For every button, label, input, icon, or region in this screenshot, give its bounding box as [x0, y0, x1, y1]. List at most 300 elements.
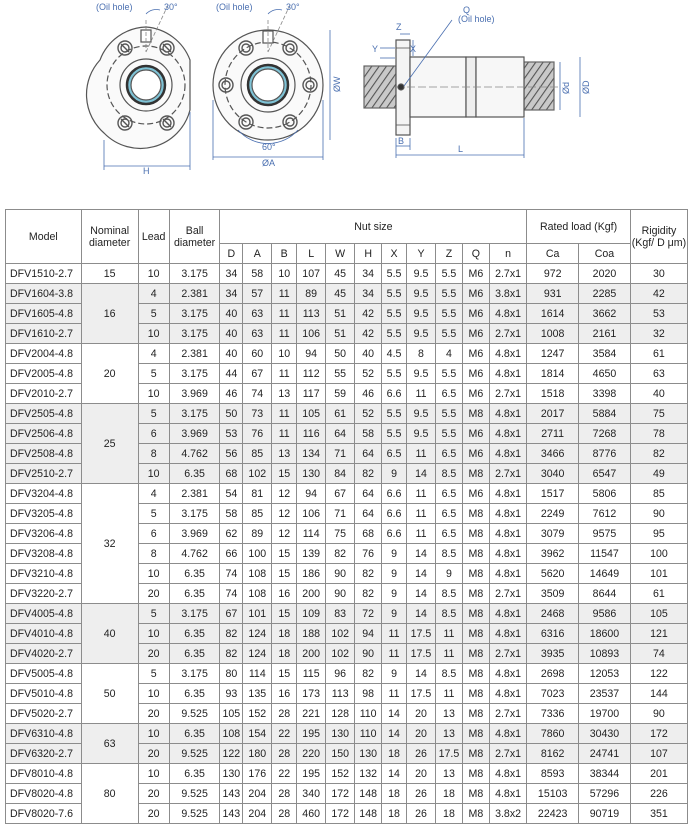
cell-z: 5.5 [435, 264, 462, 284]
cell-model: DFV6320-2.7 [6, 744, 82, 764]
cell-z: 5.5 [435, 324, 462, 344]
cell-x: 9 [382, 604, 407, 624]
cell-d: 74 [220, 584, 243, 604]
cell-a: 67 [243, 364, 272, 384]
cell-d: 40 [220, 344, 243, 364]
cell-w: 45 [326, 264, 355, 284]
cell-d: 66 [220, 544, 243, 564]
cell-h: 72 [355, 604, 382, 624]
cell-q: M8 [462, 784, 489, 804]
cell-nominal-diameter: 25 [81, 404, 138, 484]
cell-h: 64 [355, 444, 382, 464]
cell-w: 55 [326, 364, 355, 384]
cell-b: 15 [272, 664, 297, 684]
cell-coa: 3398 [579, 384, 631, 404]
cell-l: 220 [297, 744, 326, 764]
cell-coa: 11547 [579, 544, 631, 564]
cell-q: M8 [462, 584, 489, 604]
cell-z: 13 [435, 704, 462, 724]
cell-y: 14 [406, 564, 435, 584]
cell-q: M8 [462, 704, 489, 724]
cell-l: 221 [297, 704, 326, 724]
cell-n: 4.8x1 [489, 684, 526, 704]
cell-l: 105 [297, 404, 326, 424]
cell-b: 11 [272, 404, 297, 424]
cell-q: M8 [462, 564, 489, 584]
table-row [6, 484, 688, 504]
header-lead: Lead [138, 210, 169, 264]
cell-z: 11 [435, 644, 462, 664]
cell-nominal-diameter: 63 [81, 724, 138, 764]
cell-y: 14 [406, 584, 435, 604]
angle-30-label-1: 30° [164, 2, 178, 12]
cell-d: 105 [220, 704, 243, 724]
cell-x: 5.5 [382, 364, 407, 384]
cell-rigidity: 61 [630, 344, 687, 364]
cell-rigidity: 30 [630, 264, 687, 284]
cell-model: DFV3204-4.8 [6, 484, 82, 504]
cell-rigidity: 172 [630, 724, 687, 744]
cell-b: 15 [272, 604, 297, 624]
cell-d: 56 [220, 444, 243, 464]
cell-lead: 10 [138, 724, 169, 744]
cell-ca: 15103 [527, 784, 579, 804]
cell-z: 6.5 [435, 444, 462, 464]
cell-coa: 30430 [579, 724, 631, 744]
cell-model: DFV2005-4.8 [6, 364, 82, 384]
cell-rigidity: 61 [630, 584, 687, 604]
header-y: Y [406, 244, 435, 264]
cell-q: M8 [462, 744, 489, 764]
cell-l: 89 [297, 284, 326, 304]
cell-ball-diameter: 3.175 [169, 364, 220, 384]
cell-rigidity: 105 [630, 604, 687, 624]
cell-z: 11 [435, 624, 462, 644]
cell-z: 5.5 [435, 304, 462, 324]
cell-l: 106 [297, 504, 326, 524]
cell-n: 2.7x1 [489, 584, 526, 604]
cell-d: 34 [220, 284, 243, 304]
cell-model: DFV3210-4.8 [6, 564, 82, 584]
cell-q: M6 [462, 284, 489, 304]
cell-w: 90 [326, 584, 355, 604]
cell-a: 85 [243, 444, 272, 464]
cell-z: 8.5 [435, 604, 462, 624]
cell-x: 6.6 [382, 484, 407, 504]
cell-coa: 9575 [579, 524, 631, 544]
cell-ball-diameter: 9.525 [169, 784, 220, 804]
cell-h: 76 [355, 544, 382, 564]
dim-d-small-label: Ød [561, 81, 571, 94]
cell-ca: 3962 [527, 544, 579, 564]
cell-x: 11 [382, 684, 407, 704]
cell-a: 57 [243, 284, 272, 304]
cell-w: 130 [326, 724, 355, 744]
cell-y: 20 [406, 704, 435, 724]
cell-q: M8 [462, 524, 489, 544]
cell-w: 67 [326, 484, 355, 504]
cell-h: 40 [355, 344, 382, 364]
cell-n: 4.8x1 [489, 504, 526, 524]
cell-ca: 3509 [527, 584, 579, 604]
cell-lead: 10 [138, 384, 169, 404]
cell-ca: 1814 [527, 364, 579, 384]
cell-b: 15 [272, 464, 297, 484]
cell-x: 5.5 [382, 324, 407, 344]
cell-q: M8 [462, 804, 489, 824]
cell-h: 82 [355, 664, 382, 684]
cell-y: 8 [406, 344, 435, 364]
cell-y: 9.5 [406, 424, 435, 444]
cell-d: 58 [220, 504, 243, 524]
cell-rigidity: 85 [630, 484, 687, 504]
cell-ball-diameter: 6.35 [169, 584, 220, 604]
cell-ca: 5620 [527, 564, 579, 584]
dim-y-label: Y [372, 44, 379, 54]
cell-ball-diameter: 6.35 [169, 564, 220, 584]
cell-a: 101 [243, 604, 272, 624]
cell-h: 68 [355, 524, 382, 544]
cell-ball-diameter: 3.175 [169, 664, 220, 684]
cell-ca: 1517 [527, 484, 579, 504]
cell-lead: 5 [138, 664, 169, 684]
cell-d: 68 [220, 464, 243, 484]
cell-d: 50 [220, 404, 243, 424]
cell-x: 18 [382, 784, 407, 804]
cell-q: M8 [462, 464, 489, 484]
cell-n: 4.8x1 [489, 484, 526, 504]
cell-lead: 6 [138, 524, 169, 544]
cell-y: 17.5 [406, 684, 435, 704]
cell-n: 4.8x1 [489, 784, 526, 804]
cell-q: M8 [462, 684, 489, 704]
cell-ca: 1008 [527, 324, 579, 344]
dim-a-label: ØA [262, 158, 276, 168]
cell-b: 12 [272, 504, 297, 524]
cell-h: 110 [355, 704, 382, 724]
cell-ball-diameter: 3.969 [169, 384, 220, 404]
cell-model: DFV3208-4.8 [6, 544, 82, 564]
cell-l: 139 [297, 544, 326, 564]
cell-lead: 10 [138, 324, 169, 344]
cell-w: 82 [326, 544, 355, 564]
cell-lead: 10 [138, 464, 169, 484]
cell-h: 82 [355, 464, 382, 484]
table-row [6, 664, 688, 684]
cell-d: 93 [220, 684, 243, 704]
oil-hole-label-2: (Oil hole) [216, 2, 253, 12]
cell-h: 42 [355, 324, 382, 344]
cell-lead: 5 [138, 604, 169, 624]
cell-y: 20 [406, 724, 435, 744]
cell-ball-diameter: 6.35 [169, 684, 220, 704]
cell-w: 172 [326, 784, 355, 804]
cell-nominal-diameter: 16 [81, 284, 138, 344]
cell-y: 26 [406, 744, 435, 764]
cell-w: 50 [326, 344, 355, 364]
cell-a: 63 [243, 304, 272, 324]
cell-w: 61 [326, 404, 355, 424]
cell-y: 26 [406, 804, 435, 824]
header-coa: Coa [579, 244, 631, 264]
cell-ball-diameter: 4.762 [169, 544, 220, 564]
table-row [6, 284, 688, 304]
cell-lead: 20 [138, 804, 169, 824]
cell-d: 143 [220, 804, 243, 824]
cell-l: 94 [297, 344, 326, 364]
cell-h: 82 [355, 564, 382, 584]
cell-h: 52 [355, 404, 382, 424]
cell-h: 34 [355, 264, 382, 284]
cell-coa: 3584 [579, 344, 631, 364]
header-model: Model [6, 210, 82, 264]
cell-coa: 8644 [579, 584, 631, 604]
cell-coa: 2285 [579, 284, 631, 304]
cell-h: 64 [355, 504, 382, 524]
cell-ca: 8162 [527, 744, 579, 764]
cell-ball-diameter: 9.525 [169, 804, 220, 824]
cell-q: M6 [462, 384, 489, 404]
cell-coa: 2020 [579, 264, 631, 284]
cell-lead: 20 [138, 704, 169, 724]
cell-lead: 20 [138, 784, 169, 804]
cell-x: 9 [382, 564, 407, 584]
cell-h: 46 [355, 384, 382, 404]
cell-n: 2.7x1 [489, 384, 526, 404]
cell-b: 15 [272, 544, 297, 564]
cell-ball-diameter: 2.381 [169, 484, 220, 504]
cell-l: 109 [297, 604, 326, 624]
table-row [6, 764, 688, 784]
cell-rigidity: 144 [630, 684, 687, 704]
cell-coa: 3662 [579, 304, 631, 324]
angle-30-label-2: 30° [286, 2, 300, 12]
cell-l: 115 [297, 664, 326, 684]
cell-a: 58 [243, 264, 272, 284]
cell-b: 11 [272, 284, 297, 304]
cell-n: 4.8x1 [489, 444, 526, 464]
cell-z: 13 [435, 764, 462, 784]
cell-y: 11 [406, 484, 435, 504]
dim-x-label: X [410, 44, 417, 54]
cell-x: 5.5 [382, 304, 407, 324]
cell-n: 4.8x1 [489, 344, 526, 364]
cell-b: 28 [272, 744, 297, 764]
cell-d: 40 [220, 304, 243, 324]
cell-b: 10 [272, 264, 297, 284]
cell-model: DFV1510-2.7 [6, 264, 82, 284]
cell-lead: 4 [138, 284, 169, 304]
cell-d: 74 [220, 564, 243, 584]
cell-coa: 14649 [579, 564, 631, 584]
cell-ca: 7336 [527, 704, 579, 724]
cell-model: DFV1604-3.8 [6, 284, 82, 304]
cell-w: 113 [326, 684, 355, 704]
cell-h: 148 [355, 804, 382, 824]
cell-a: 81 [243, 484, 272, 504]
cell-a: 204 [243, 784, 272, 804]
cell-d: 34 [220, 264, 243, 284]
cell-b: 18 [272, 644, 297, 664]
cell-ca: 1614 [527, 304, 579, 324]
cell-z: 17.5 [435, 744, 462, 764]
cell-w: 83 [326, 604, 355, 624]
cell-model: DFV2004-4.8 [6, 344, 82, 364]
cell-rigidity: 90 [630, 504, 687, 524]
cell-lead: 5 [138, 404, 169, 424]
cell-coa: 5884 [579, 404, 631, 424]
table-row [6, 724, 688, 744]
cell-lead: 5 [138, 304, 169, 324]
cell-h: 90 [355, 644, 382, 664]
header-w: W [326, 244, 355, 264]
cell-l: 188 [297, 624, 326, 644]
cell-a: 154 [243, 724, 272, 744]
cell-h: 58 [355, 424, 382, 444]
cell-nominal-diameter: 40 [81, 604, 138, 664]
cell-coa: 38344 [579, 764, 631, 784]
cell-x: 14 [382, 764, 407, 784]
cell-ball-diameter: 3.175 [169, 304, 220, 324]
cell-w: 45 [326, 284, 355, 304]
cell-ball-diameter: 3.969 [169, 524, 220, 544]
cell-ca: 6316 [527, 624, 579, 644]
cell-y: 9.5 [406, 304, 435, 324]
cell-h: 34 [355, 284, 382, 304]
cell-z: 4 [435, 344, 462, 364]
cell-l: 134 [297, 444, 326, 464]
cell-z: 8.5 [435, 584, 462, 604]
cell-lead: 10 [138, 684, 169, 704]
cell-n: 4.8x1 [489, 404, 526, 424]
cell-z: 5.5 [435, 424, 462, 444]
cell-a: 180 [243, 744, 272, 764]
cell-model: DFV8010-4.8 [6, 764, 82, 784]
cell-ball-diameter: 3.175 [169, 264, 220, 284]
cell-n: 2.7x1 [489, 644, 526, 664]
cell-a: 74 [243, 384, 272, 404]
cell-a: 89 [243, 524, 272, 544]
cell-n: 4.8x1 [489, 364, 526, 384]
cell-nominal-diameter: 32 [81, 484, 138, 604]
cell-coa: 23537 [579, 684, 631, 704]
cell-a: 76 [243, 424, 272, 444]
cell-model: DFV3220-2.7 [6, 584, 82, 604]
cell-ball-diameter: 9.525 [169, 704, 220, 724]
cell-z: 5.5 [435, 404, 462, 424]
cell-l: 340 [297, 784, 326, 804]
angle-60-label: 60° [262, 142, 276, 152]
cell-y: 11 [406, 444, 435, 464]
cell-d: 108 [220, 724, 243, 744]
cell-n: 4.8x1 [489, 604, 526, 624]
cell-b: 12 [272, 484, 297, 504]
cell-x: 11 [382, 644, 407, 664]
cell-y: 11 [406, 524, 435, 544]
cell-l: 186 [297, 564, 326, 584]
cell-ball-diameter: 6.35 [169, 624, 220, 644]
cell-rigidity: 53 [630, 304, 687, 324]
cell-lead: 6 [138, 424, 169, 444]
cell-q: M6 [462, 444, 489, 464]
cell-a: 124 [243, 644, 272, 664]
cell-model: DFV5010-4.8 [6, 684, 82, 704]
cell-b: 13 [272, 384, 297, 404]
cell-model: DFV3205-4.8 [6, 504, 82, 524]
cell-ca: 7023 [527, 684, 579, 704]
cell-y: 20 [406, 764, 435, 784]
oil-hole-label-1: (Oil hole) [96, 2, 133, 12]
cell-a: 102 [243, 464, 272, 484]
cell-lead: 4 [138, 344, 169, 364]
cell-w: 71 [326, 504, 355, 524]
cell-model: DFV3206-4.8 [6, 524, 82, 544]
cell-y: 26 [406, 784, 435, 804]
cell-rigidity: 32 [630, 324, 687, 344]
cell-l: 113 [297, 304, 326, 324]
cell-n: 2.7x1 [489, 324, 526, 344]
header-ca: Ca [527, 244, 579, 264]
cell-x: 18 [382, 804, 407, 824]
cell-z: 6.5 [435, 384, 462, 404]
cell-ca: 22423 [527, 804, 579, 824]
cell-y: 9.5 [406, 404, 435, 424]
cell-ball-diameter: 4.762 [169, 444, 220, 464]
cell-coa: 6547 [579, 464, 631, 484]
cell-q: M6 [462, 304, 489, 324]
cell-h: 94 [355, 624, 382, 644]
cell-ca: 1518 [527, 384, 579, 404]
cell-h: 148 [355, 784, 382, 804]
cell-coa: 19700 [579, 704, 631, 724]
cell-rigidity: 226 [630, 784, 687, 804]
dim-z-label: Z [396, 22, 402, 32]
cell-rigidity: 82 [630, 444, 687, 464]
cell-n: 2.7x1 [489, 464, 526, 484]
cell-lead: 8 [138, 544, 169, 564]
cell-d: 44 [220, 364, 243, 384]
cell-ca: 2698 [527, 664, 579, 684]
cell-q: M6 [462, 424, 489, 444]
cell-l: 112 [297, 364, 326, 384]
cell-h: 64 [355, 484, 382, 504]
cell-n: 4.8x1 [489, 664, 526, 684]
header-l: L [297, 244, 326, 264]
cell-ca: 1247 [527, 344, 579, 364]
cell-y: 17.5 [406, 624, 435, 644]
cell-ball-diameter: 9.525 [169, 744, 220, 764]
cell-model: DFV8020-4.8 [6, 784, 82, 804]
cell-y: 14 [406, 604, 435, 624]
cell-l: 114 [297, 524, 326, 544]
cell-w: 90 [326, 564, 355, 584]
cell-h: 132 [355, 764, 382, 784]
cell-y: 9.5 [406, 364, 435, 384]
cell-w: 75 [326, 524, 355, 544]
cell-q: M8 [462, 644, 489, 664]
cell-ca: 2468 [527, 604, 579, 624]
cell-ball-diameter: 2.381 [169, 284, 220, 304]
cell-q: M8 [462, 544, 489, 564]
cell-ca: 3040 [527, 464, 579, 484]
cell-a: 204 [243, 804, 272, 824]
cell-w: 152 [326, 764, 355, 784]
spec-table [5, 209, 688, 824]
cell-b: 15 [272, 564, 297, 584]
cell-ca: 3079 [527, 524, 579, 544]
cell-l: 173 [297, 684, 326, 704]
cell-x: 5.5 [382, 424, 407, 444]
